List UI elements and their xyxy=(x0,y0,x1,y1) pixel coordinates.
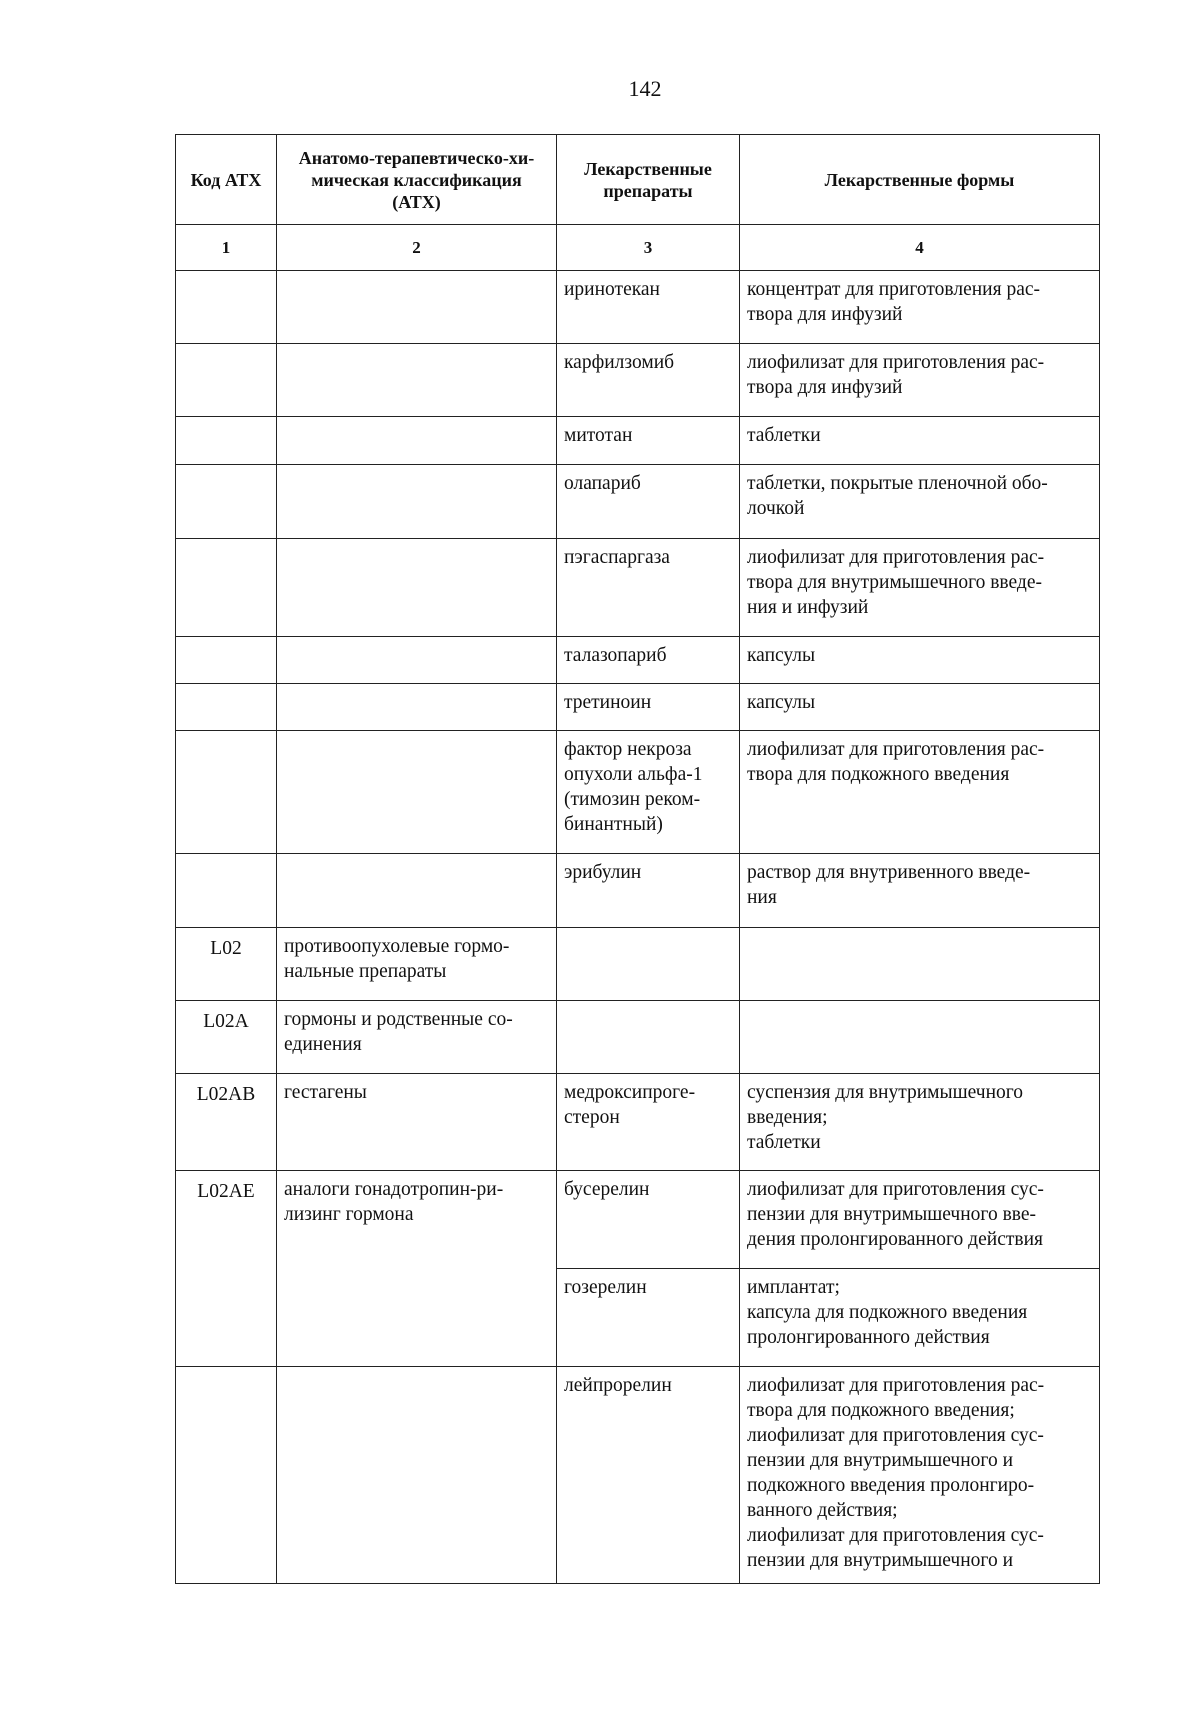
atx-code xyxy=(176,344,277,417)
column-number: 3 xyxy=(557,225,740,271)
drug-name xyxy=(557,928,740,1001)
table-row xyxy=(176,344,1100,417)
dosage-forms: таблетки xyxy=(740,417,1100,465)
atx-classification: гормоны и родственные со- единения xyxy=(277,1001,557,1074)
dosage-forms: лиофилизат для приготовления сус- пензии для внутримышечного вве- дения пролонгированного действия xyxy=(740,1171,1100,1269)
table-row xyxy=(176,1171,1100,1269)
atx-code xyxy=(176,417,277,465)
table-row xyxy=(176,1074,1100,1171)
atx-classification xyxy=(277,417,557,465)
drug-name: талазопариб xyxy=(557,637,740,684)
drug-name: медроксипроге- стерон xyxy=(557,1074,740,1171)
drug-name xyxy=(557,1001,740,1074)
dosage-forms: раствор для внутривенного введе- ния xyxy=(740,854,1100,928)
drug-name: третиноин xyxy=(557,684,740,731)
atx-classification: аналоги гонадотропин-ри- лизинг гормона xyxy=(277,1171,557,1367)
column-number: 2 xyxy=(277,225,557,271)
table-row xyxy=(176,637,1100,684)
atx-classification: противоопухолевые гормо- нальные препараты xyxy=(277,928,557,1001)
table-row xyxy=(176,271,1100,344)
atx-code xyxy=(176,854,277,928)
drug-name: лейпрорелин xyxy=(557,1367,740,1584)
atx-code xyxy=(176,637,277,684)
atx-code: L02 xyxy=(176,928,277,1001)
table-row xyxy=(176,854,1100,928)
table-row xyxy=(176,928,1100,1001)
drug-name: эрибулин xyxy=(557,854,740,928)
atx-code: L02AE xyxy=(176,1171,277,1367)
dosage-forms: суспензия для внутримышечного введения; таблетки xyxy=(740,1074,1100,1171)
atx-code xyxy=(176,465,277,539)
dosage-forms: капсулы xyxy=(740,637,1100,684)
dosage-forms xyxy=(740,928,1100,1001)
drug-name: гозерелин xyxy=(557,1269,740,1367)
page-number: 142 xyxy=(628,76,662,101)
atx-code: L02AB xyxy=(176,1074,277,1171)
drug-name: пэгаспаргаза xyxy=(557,539,740,637)
atx-classification xyxy=(277,539,557,637)
dosage-forms: лиофилизат для приготовления рас- твора для подкожного введения xyxy=(740,731,1100,854)
dosage-forms: концентрат для приготовления рас- твора для инфузий xyxy=(740,271,1100,344)
atx-code xyxy=(176,684,277,731)
atx-code xyxy=(176,731,277,854)
dosage-forms: таблетки, покрытые пленочной обо- лочкой xyxy=(740,465,1100,539)
dosage-forms: лиофилизат для приготовления рас- твора для подкожного введения; лиофилизат для приготовления сус- пензии для внутримышечного и подкожного введения пролонгиро- ванного действия; лиофилизат для приготовления сус- пензии для внутримышечного и xyxy=(740,1367,1100,1584)
table-row xyxy=(176,465,1100,539)
atx-classification: гестагены xyxy=(277,1074,557,1171)
atx-code xyxy=(176,1367,277,1584)
dosage-forms: лиофилизат для приготовления рас- твора для инфузий xyxy=(740,344,1100,417)
table-row xyxy=(176,1001,1100,1074)
table-row xyxy=(176,731,1100,854)
atx-classification xyxy=(277,684,557,731)
dosage-forms: лиофилизат для приготовления рас- твора для внутримышечного введе- ния и инфузий xyxy=(740,539,1100,637)
column-number-row xyxy=(176,225,1100,271)
table-row xyxy=(176,417,1100,465)
atx-table xyxy=(175,134,1100,1584)
column-number: 4 xyxy=(740,225,1100,271)
table-row xyxy=(176,684,1100,731)
drug-name: карфилзомиб xyxy=(557,344,740,417)
drug-name: фактор некроза опухоли альфа-1 (тимозин реком- бинантный) xyxy=(557,731,740,854)
dosage-forms xyxy=(740,1001,1100,1074)
header-drugs: Лекарственные препараты xyxy=(557,135,740,225)
drug-name: бусерелин xyxy=(557,1171,740,1269)
atx-code xyxy=(176,539,277,637)
atx-classification xyxy=(277,637,557,684)
table-row xyxy=(176,539,1100,637)
drug-name: митотан xyxy=(557,417,740,465)
atx-classification xyxy=(277,344,557,417)
header-code: Код АТХ xyxy=(176,135,277,225)
header-row xyxy=(176,135,1100,225)
dosage-forms: имплантат; капсула для подкожного введения пролонгированного действия xyxy=(740,1269,1100,1367)
atx-classification xyxy=(277,854,557,928)
atx-code xyxy=(176,271,277,344)
atx-classification xyxy=(277,731,557,854)
atx-code: L02A xyxy=(176,1001,277,1074)
drug-name: олапариб xyxy=(557,465,740,539)
header-classification: Анатомо-терапевтическо-хи- мическая классификация (АТХ) xyxy=(277,135,557,225)
atx-classification xyxy=(277,465,557,539)
header-forms: Лекарственные формы xyxy=(740,135,1100,225)
atx-classification xyxy=(277,271,557,344)
atx-classification xyxy=(277,1367,557,1584)
table-row xyxy=(176,1367,1100,1584)
column-number: 1 xyxy=(176,225,277,271)
dosage-forms: капсулы xyxy=(740,684,1100,731)
drug-name: иринотекан xyxy=(557,271,740,344)
